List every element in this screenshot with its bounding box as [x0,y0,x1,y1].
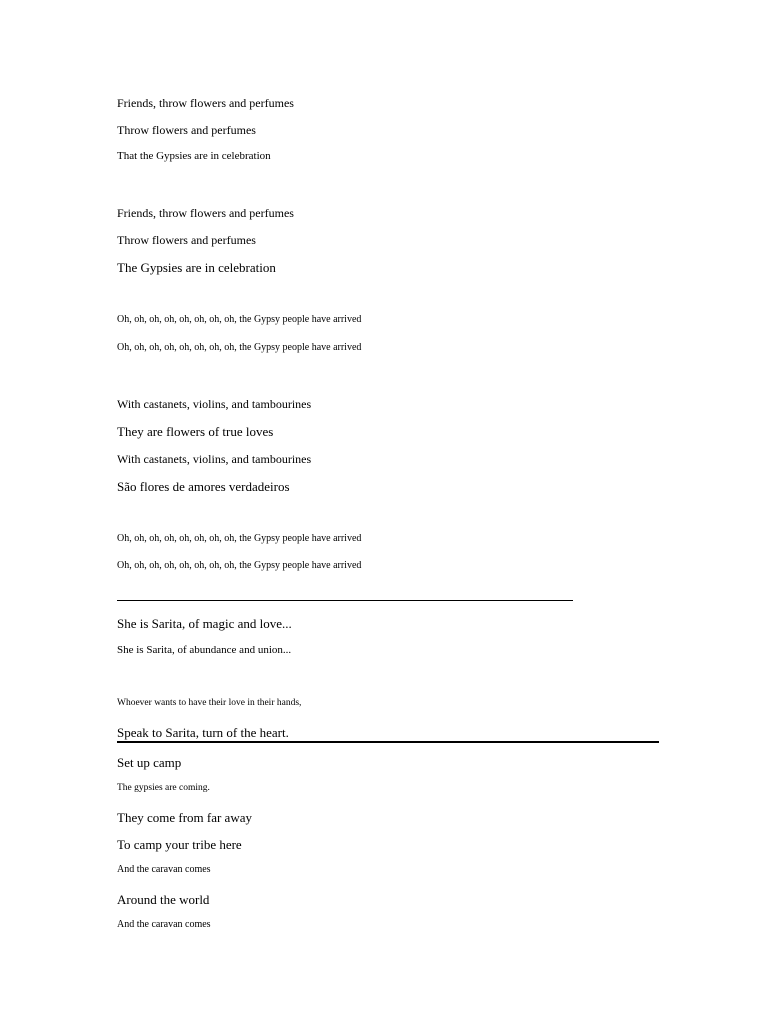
horizontal-rule [117,600,573,601]
lyric-line: Throw flowers and perfumes [117,123,256,137]
lyric-line: The gypsies are coming. [117,783,210,793]
lyric-line: Oh, oh, oh, oh, oh, oh, oh, oh, the Gypsy people have arrived [117,342,362,353]
horizontal-rule [117,741,659,743]
lyric-line: She is Sarita, of abundance and union... [117,644,292,656]
lyric-line: With castanets, violins, and tambourines [117,452,312,466]
lyric-line: Oh, oh, oh, oh, oh, oh, oh, oh, the Gypsy people have arrived [117,314,362,325]
lyric-line: Friends, throw flowers and perfumes [117,206,294,220]
lyric-line: The Gypsies are in celebration [117,260,276,275]
lyric-line: They are flowers of true loves [117,424,274,439]
lyric-line: Friends, throw flowers and perfumes [117,96,294,110]
lyric-line: They come from far away [117,810,252,825]
lyric-line: São flores de amores verdadeiros [117,479,290,494]
lyric-line: Throw flowers and perfumes [117,233,256,247]
lyric-line: Set up camp [117,755,182,770]
lyric-line: Speak to Sarita, turn of the heart. [117,725,289,740]
lyric-line: And the caravan comes [117,864,211,875]
lyric-line: She is Sarita, of magic and love... [117,616,292,631]
lyric-line: That the Gypsies are in celebration [117,150,271,162]
lyric-line: With castanets, violins, and tambourines [117,397,312,411]
lyric-line: Around the world [117,892,210,907]
lyric-line: To camp your tribe here [117,837,242,852]
lyric-line: Oh, oh, oh, oh, oh, oh, oh, oh, the Gypsy people have arrived [117,533,362,544]
lyric-line: And the caravan comes [117,919,211,930]
lyric-line: Oh, oh, oh, oh, oh, oh, oh, oh, the Gypsy people have arrived [117,560,362,571]
lyric-line: Whoever wants to have their love in their hands, [117,698,302,708]
